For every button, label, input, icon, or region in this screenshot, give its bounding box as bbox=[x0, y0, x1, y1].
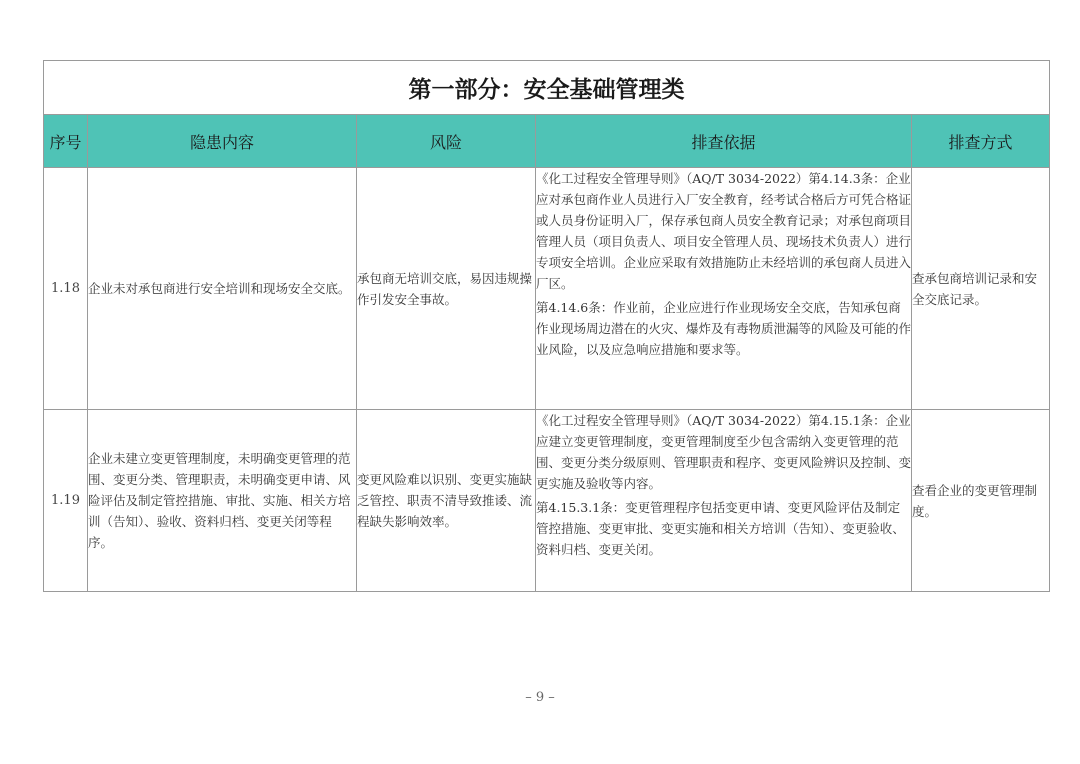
basis-paragraph: 第4.14.6条：作业前，企业应进行作业现场安全交底，告知承包商作业现场周边潜在的火灾、爆炸及有毒物质泄漏等的风险及可能的作业风险，以及应急响应措施和要求等。 bbox=[536, 300, 912, 357]
risk-cell: 变更风险难以识别、变更实施缺乏管控、职责不清导致推诿、流程缺失影响效率。 bbox=[357, 410, 536, 592]
page-number-value: 9 bbox=[535, 690, 545, 705]
header-index: 序号 bbox=[44, 115, 88, 168]
hazard-cell: 企业未对承包商进行安全培训和现场安全交底。 bbox=[88, 168, 357, 410]
basis-cell bbox=[536, 410, 912, 592]
method-cell: 查承包商培训记录和安全交底记录。 bbox=[912, 168, 1050, 410]
table-row bbox=[44, 168, 1050, 410]
header-method: 排查方式 bbox=[912, 115, 1050, 168]
header-risk: 风险 bbox=[357, 115, 536, 168]
title-row bbox=[44, 61, 1050, 115]
basis-paragraph: 第4.15.3.1条：变更管理程序包括变更申请、变更风险评估及制定管控措施、变更审批、变更实施和相关方培训（告知）、变更验收、资料归档、变更关闭。 bbox=[536, 500, 905, 557]
method-cell: 查看企业的变更管理制度。 bbox=[912, 410, 1050, 592]
section-title: 第一部分：安全基础管理类 bbox=[44, 61, 1050, 115]
page-number: – 9 – bbox=[525, 690, 555, 705]
basis-paragraph: 《化工过程安全管理导则》（AQ/T 3034-2022）第4.15.1条：企业应建立变更管理制度，变更管理制度至少包含需纳入变更管理的范围、变更分类分级原则、管理职责和程序、变更风险辨识及控制、变更实施及验收等内容。 bbox=[536, 413, 912, 491]
hazard-cell: 企业未建立变更管理制度，未明确变更管理的范围、变更分类、管理职责，未明确变更申请、风险评估及制定管控措施、审批、实施、相关方培训（告知）、验收、资料归档、变更关闭等程序。 bbox=[88, 410, 357, 592]
basis-cell bbox=[536, 168, 912, 410]
row-index: 1.19 bbox=[44, 410, 88, 592]
header-basis: 排查依据 bbox=[536, 115, 912, 168]
table-row bbox=[44, 410, 1050, 592]
risk-cell: 承包商无培训交底，易因违规操作引发安全事故。 bbox=[357, 168, 536, 410]
basis-paragraph: 《化工过程安全管理导则》（AQ/T 3034-2022）第4.14.3条：企业应对承包商作业人员进行入厂安全教育，经考试合格后方可凭合格证或人员身份证明入厂，保存承包商人员安全教育记录；对承包商项目管理人员（项目负责人、项目安全管理人员、现场技术负责人）进行专项安全培训。企业应采取有效措施防止未经培训的承包商人员进入厂区。 bbox=[536, 171, 912, 291]
row-index: 1.18 bbox=[44, 168, 88, 410]
header-hazard: 隐患内容 bbox=[88, 115, 357, 168]
header-row bbox=[44, 115, 1050, 168]
checklist-table bbox=[43, 60, 1050, 592]
